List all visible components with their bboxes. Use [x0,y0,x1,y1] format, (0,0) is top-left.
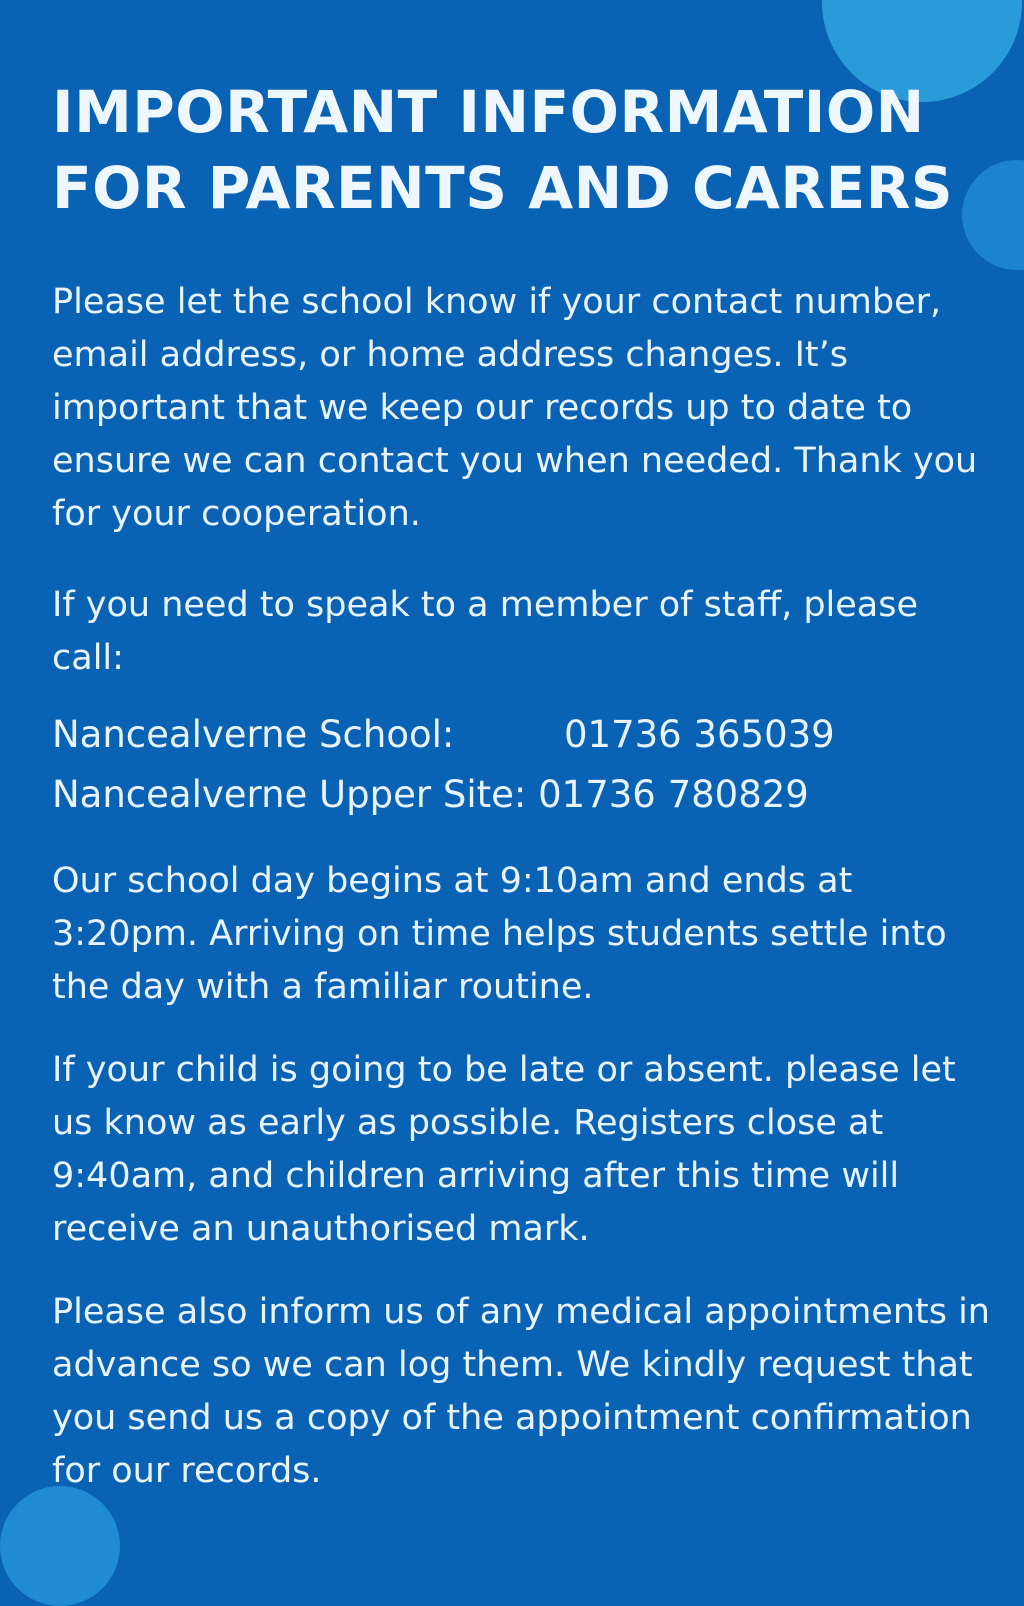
contact-list [52,705,992,825]
contact-update-paragraph: Please let the school know if your contact number, email address, or home address changes. It’s important that we keep our records up to date to ensure we can contact you when needed. Thank you for your cooperation. [52,282,978,534]
notice-title-line-2: FOR PARENTS AND CARERS [52,154,954,222]
medical-appointments-paragraph: Please also inform us of any medical appointments in advance so we can log them. We kindly request that you send us a copy of the appointment confirmation for our records. [52,1292,990,1491]
contact-row [52,765,992,825]
notice-title [52,74,992,226]
late-absent-paragraph: If your child is going to be late or absent. please let us know as early as possible. Registers close at 9:40am, and children arriving after this time will receive an unauthorised mark. [52,1050,956,1249]
contact-phone: 01736 365039 [564,713,835,756]
contact-name: Nancealverne Upper Site: [52,773,527,816]
school-day-paragraph: Our school day begins at 9:10am and ends at 3:20pm. Arriving on time helps students settle into the day with a familiar routine. [52,861,947,1007]
contact-row [52,705,992,765]
decorative-circle-bottom-left [0,1486,120,1606]
contact-name: Nancealverne School: [52,713,455,756]
contact-phone: 01736 780829 [538,773,809,816]
notice-content [52,74,992,1498]
notice-title-line-1: IMPORTANT INFORMATION [52,78,925,146]
speak-to-staff-paragraph: If you need to speak to a member of staff, please call: [52,585,919,678]
